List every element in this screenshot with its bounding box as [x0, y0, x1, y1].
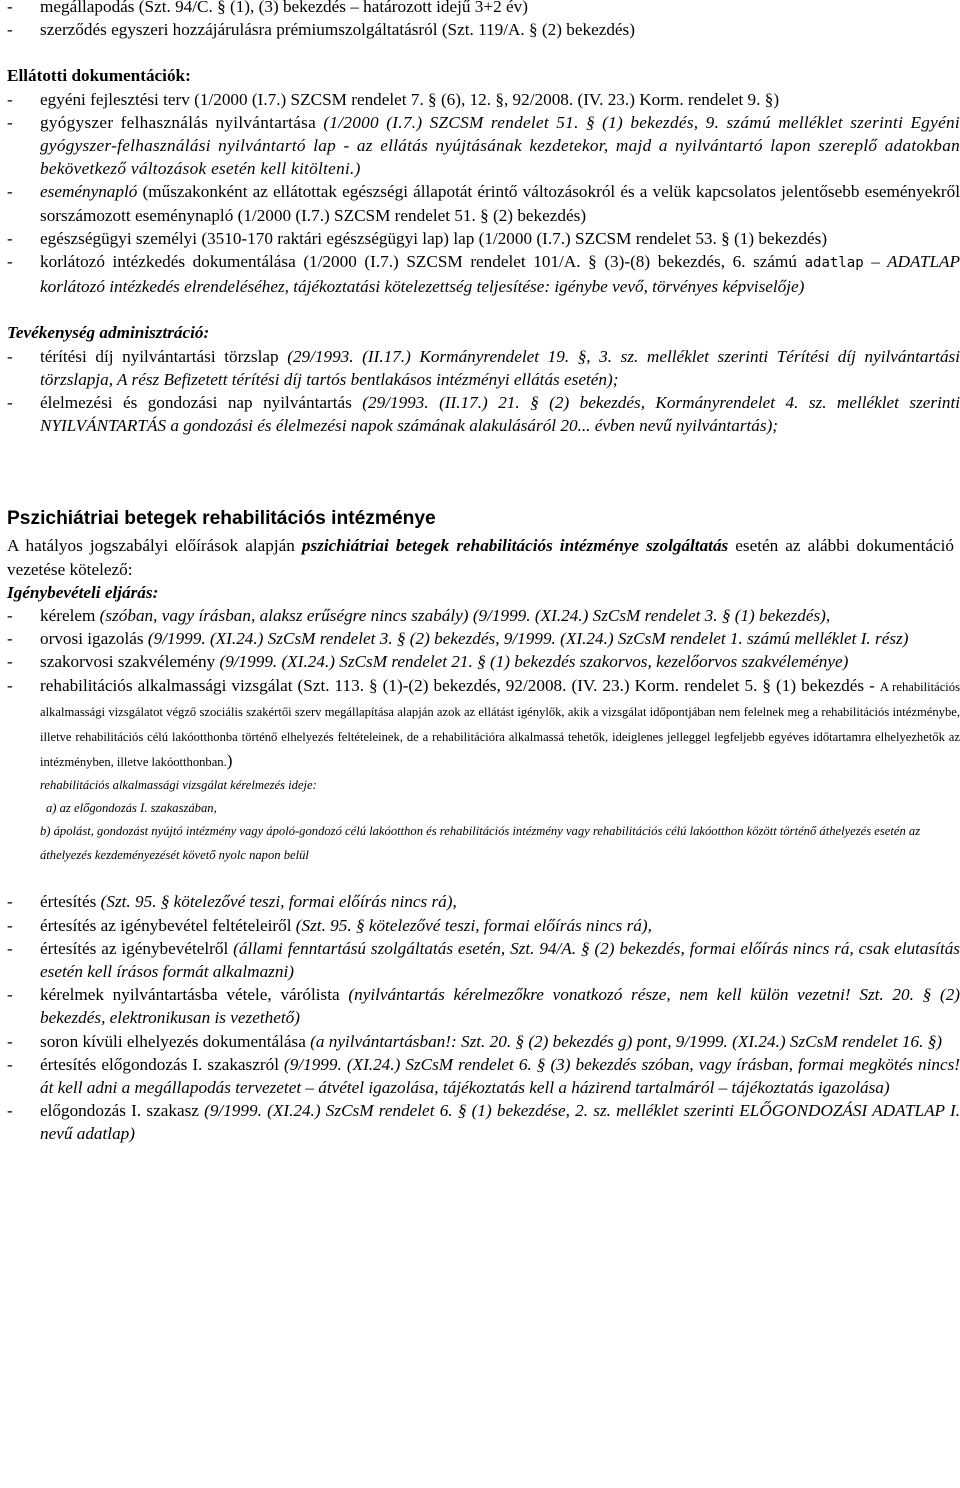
list-item	[0, 227, 960, 250]
item-main: gyógyszer felhasználás nyilvántartása	[40, 112, 317, 132]
bullet-dash: -	[7, 20, 13, 40]
small-note-line: b) ápolást, gondozást nyújtó intézmény vagy ápoló-gondozó célú lakóotthon és rehabilitációs intézmény vagy rehabilitációs célú lakóotthon között történő áthelyezés esetén az áthelyezés kezdeményezését követő nyolc napon belül	[40, 824, 921, 862]
intro-service-name: pszichiátriai betegek rehabilitációs intézménye szolgáltatás	[301, 536, 729, 556]
item-main: értesítés	[40, 892, 97, 912]
item-reference: (1/2000 (I.7.) SZCSM rendelet 51. § (1) bekezdés, 9. számú melléklet szerinti Egyéni gyógyszer-felhasználási nyilvántartó lap - az ellátás nyújtásának kezdetekor, majd a nyilvántartó lapon szereplő adatokban bekövetkező változások esetén kell kitölteni.)	[40, 112, 960, 179]
bullet-dash: -	[7, 985, 13, 1005]
list-item	[0, 250, 960, 298]
item-reference-adatlap: adatlap	[804, 255, 864, 272]
item-small-note: A rehabilitációs alkalmassági vizsgálatot végző szociális szakértői szerv megállapítása alapján azok az ellátást igénylők, akik a vizsgálat időpontjában nem felelnek meg a rehabilitációs intézménybe, illetve rehabilitációs célú lakóotthonba történő elhelyezés feltételeinek, de a rehabilitációra alkalmassá tehetők, ideiglenes jelleggel legfeljebb egyéves időtartamra elhelyezhetők az intézményben, illetve lakóotthonban.	[40, 679, 960, 769]
item-main: kérelmek nyilvántartásba vétele, várólista	[40, 985, 340, 1005]
list-item	[0, 890, 960, 913]
item-main: soron kívüli elhelyezés dokumentálása	[40, 1031, 306, 1051]
item-reference: (Szt. 113. § (1)-(2) bekezdés, 92/2008. (IV. 23.) Korm. rendelet 5. § (1) bekezdés -	[297, 675, 875, 695]
list-item	[0, 18, 960, 41]
item-reference: (Szt. 95. § kötelezővé teszi, formai előírás nincs rá),	[295, 915, 652, 935]
section-heading-igenybeveteli: Igénybevételi eljárás:	[7, 582, 159, 602]
item-main: korlátozó intézkedés dokumentálása (1/2000 (I.7.) SZCSM rendelet 101/A. § (3)-(8) bekezdés, 6. számú	[40, 252, 798, 272]
item-text: szerződés egyszeri hozzájárulásra prémiumszolgáltatásról (Szt. 119/A. § (2) bekezdés)	[40, 20, 635, 40]
bullet-dash: -	[7, 629, 13, 649]
list-item	[0, 88, 960, 111]
item-text: egyéni fejlesztési terv (1/2000 (I.7.) SZCSM rendelet 7. § (6), 12. §, 92/2008. (IV. 23.) Korm. rendelet 9. §)	[40, 89, 780, 109]
intro-paragraph	[0, 534, 960, 580]
list-item	[0, 914, 960, 937]
list-item	[0, 180, 960, 226]
item-main: értesítés előgondozás I. szakaszról	[40, 1054, 279, 1074]
bullet-dash: -	[7, 0, 13, 16]
item-main: rehabilitációs alkalmassági vizsgálat	[40, 675, 293, 695]
bullet-dash: -	[7, 652, 13, 672]
bullet-dash: -	[7, 938, 13, 958]
list-item	[0, 604, 960, 627]
section-heading-ellatotti: Ellátotti dokumentációk:	[7, 66, 191, 86]
list-item	[0, 937, 960, 983]
section-heading-tevekenyseg: Tevékenység adminisztráció:	[7, 323, 210, 343]
item-reference: (29/1993. (II.17.) Kormányrendelet 19. §, 3. sz. melléklet szerinti Térítési díj nyilvántartási törzslapja, A rész Befizetett térítési díj tartós bentlakásos intézményi ellátás esetén);	[40, 346, 960, 389]
bullet-dash: -	[7, 1054, 13, 1074]
item-reference: (nyilvántartás kérelmezőkre vonatkozó része, nem kell külön vezetni! Szt. 20. § (2) bekezdés, elektronikusan is vezethető)	[40, 985, 960, 1028]
item-main: szakorvosi szakvélemény	[40, 652, 216, 672]
bullet-dash: -	[7, 182, 13, 202]
item-reference: (9/1999. (XI.24.) SzCsM rendelet 21. § (1) bekezdés szakorvos, kezelőorvos szakvéleménye)	[219, 652, 849, 672]
item-reference: (9/1999. (XI.24.) SzCsM rendelet 3. § (2) bekezdés, 9/1999. (XI.24.) SzCsM rendelet 1. számú melléklet I. rész)	[147, 629, 909, 649]
item-reference: (állami fenntartású szolgáltatás esetén, Szt. 94/A. § (2) bekezdés, formai előírás nincs rá, csak elutasítás esetén kell írásos formát alkalmazni)	[40, 938, 960, 981]
list-item	[0, 0, 960, 18]
bullet-dash: -	[7, 228, 13, 248]
item-main: orvosi igazolás	[40, 629, 144, 649]
bullet-dash: -	[7, 1031, 13, 1051]
item-main: eseménynapló	[40, 182, 138, 202]
item-main: élelmezési és gondozási nap nyilvántartás	[40, 393, 352, 413]
item-main: egészségügyi személyi (3510-170 raktári egészségügyi lap) lap	[40, 228, 475, 248]
list-item	[0, 650, 960, 673]
item-main: előgondozás I. szakasz	[40, 1101, 199, 1121]
list-item	[0, 627, 960, 650]
list-item	[0, 391, 960, 437]
item-reference: (9/1999. (XI.24.) SzCsM rendelet 6. § (3) bekezdés szóban, vagy írásban, formai megkötés nincs! át kell adni a megállapodás tervezetet – átvétel igazolása, tájékoztatás kell a házirend tartalmáról – tájékoztatás igazolása)	[40, 1054, 960, 1097]
item-reference: – ADATLAP korlátozó intézkedés elrendeléséhez, tájékoztatási kötelezettség teljesítése: igénybe vevő, törvényes képviselője)	[40, 252, 960, 297]
intro-text: A hatályos jogszabályi előírások alapján	[7, 536, 295, 556]
item-reference: (szóban, vagy írásban, alaksz erűségre nincs szabály) (9/1999. (XI.24.) SzCsM rendelet 3. § (1) bekezdés),	[99, 606, 831, 626]
bullet-dash: -	[7, 606, 13, 626]
list-item	[0, 674, 960, 774]
item-reference: (műszakonként az ellátottak egészségi állapotát érintő változásokról és a velük kapcsolatos jelentősebb eseményekről sorszámozott eseménynapló (1/2000 (I.7.) SZCSM rendelet 51. § (2) bekezdés)	[40, 182, 960, 225]
intro-text-end: esetén az alábbi dokumentáció vezetése kötelező:	[7, 536, 954, 579]
bullet-dash: -	[7, 112, 14, 132]
item-main: térítési díj nyilvántartási törzslap	[40, 346, 279, 366]
item-text: megállapodás (Szt. 94/C. § (1), (3) bekezdés – határozott idejű 3+2 év)	[40, 0, 528, 16]
bullet-dash: -	[7, 393, 13, 413]
item-reference: (1/2000 (I.7.) SZCSM rendelet 53. § (1) bekezdés)	[478, 228, 828, 248]
bullet-dash: -	[7, 89, 13, 109]
item-reference: (a nyilvántartásban!: Szt. 20. § (2) bekezdés g) pont, 9/1999. (XI.24.) SzCsM rendelet 16. §)	[310, 1031, 943, 1051]
bullet-dash: -	[7, 892, 13, 912]
item-reference: (9/1999. (XI.24.) SzCsM rendelet 6. § (1) bekezdése, 2. sz. melléklet szerinti ELŐGONDOZÁSI ADATLAP I. nevű adatlap)	[40, 1101, 960, 1144]
list-item	[0, 1053, 960, 1099]
list-item	[0, 111, 960, 181]
list-item	[0, 345, 960, 391]
item-main: értesítés az igénybevételről	[40, 938, 229, 958]
small-note-line: rehabilitációs alkalmassági vizsgálat kérelmezés ideje:	[40, 777, 317, 792]
item-close: )	[226, 750, 233, 770]
bullet-dash: -	[7, 675, 13, 695]
list-item	[0, 983, 960, 1029]
small-note-line: a) az előgondozás I. szakaszában,	[46, 801, 217, 816]
bullet-dash: -	[7, 346, 13, 366]
list-item	[0, 1099, 960, 1145]
bullet-dash: -	[7, 252, 13, 272]
item-reference: (29/1993. (II.17.) 21. § (2) bekezdés, Kormányrendelet 4. sz. melléklet szerinti NYILVÁNTARTÁS a gondozási és élelmezési napok számának alakulásáról 20... évben nevű nyilvántartás);	[40, 393, 960, 436]
bullet-dash: -	[7, 1101, 13, 1121]
item-reference: (Szt. 95. § kötelezővé teszi, formai előírás nincs rá),	[100, 892, 457, 912]
section-title-psych: Pszichiátriai betegek rehabilitációs intézménye	[7, 508, 436, 530]
item-main: értesítés az igénybevétel feltételeiről	[40, 915, 292, 935]
bullet-dash: -	[7, 915, 13, 935]
item-main: kérelem	[40, 606, 96, 626]
list-item	[0, 1030, 960, 1053]
